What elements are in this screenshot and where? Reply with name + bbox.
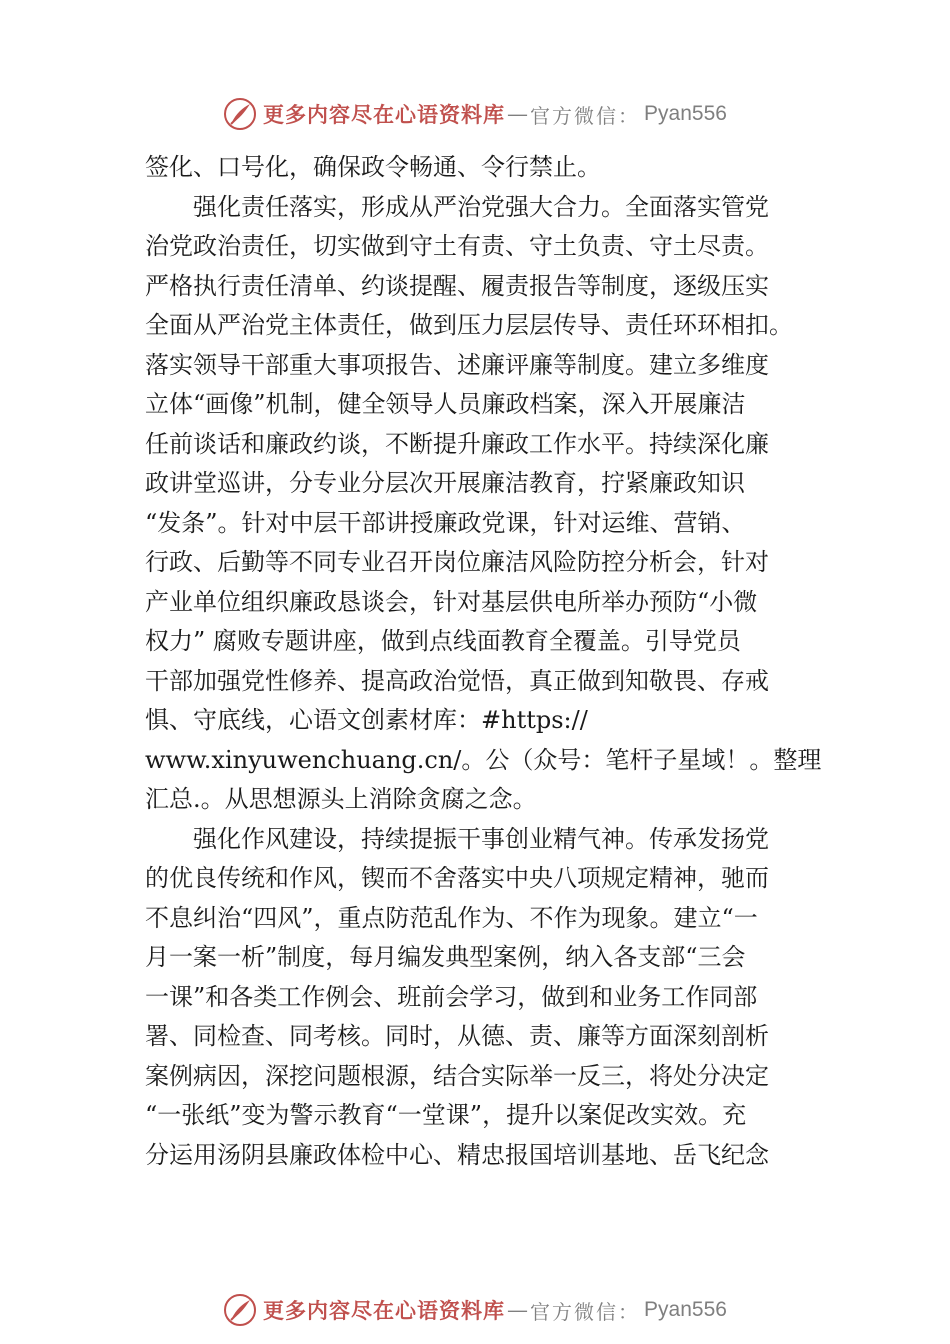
footer-dash: — (507, 1298, 529, 1322)
header-brand-text: 更多内容尽在心语资料库 (263, 102, 506, 127)
text-line: 不息纠治“四风”，重点防范乱作为、不作为现象。建立“一 (145, 903, 758, 932)
text-line: 署、同检查、同考核。同时，从德、责、廉等方面深刻剖析 (145, 1022, 769, 1050)
text-line: 落实领导干部重大事项报告、述廉评廉等制度。建立多维度 (145, 350, 769, 379)
footer-banner (0, 1290, 950, 1330)
text-line: 产业单位组织廉政恳谈会，针对基层供电所举办预防“小微 (145, 587, 758, 616)
text-line: 汇总.。从思想源头上消除贪腐之念。 (145, 785, 537, 813)
text-line: 治党政治责任，切实做到守土有责、守土负责、守土尽责。 (145, 232, 769, 260)
header-banner (0, 94, 950, 134)
quill-logo-icon (223, 97, 257, 131)
text-line: 行政、后勤等不同专业召开岗位廉洁风险防控分析会，针对 (145, 548, 769, 576)
text-line: 的优良传统和作风，锲而不舍落实中央八项规定精神，驰而 (145, 864, 769, 892)
quill-logo-icon (223, 1293, 257, 1327)
text-line: 立体“画像”机制，健全领导人员廉政档案，深入开展廉洁 (145, 390, 746, 418)
text-line: 全面从严治党主体责任，做到压力层层传导、责任环环相扣。 (145, 311, 793, 339)
text-line: 惧、守底线，心语文创素材库：#https:// (145, 706, 588, 734)
text-line: 强化责任落实，形成从严治党强大合力。全面落实管党 (145, 192, 769, 221)
text-line: 一课”和各类工作例会、班前会学习，做到和业务工作同部 (145, 982, 758, 1011)
text-line: 政讲堂巡讲，分专业分层次开展廉洁教育，拧紧廉政知识 (145, 469, 745, 497)
text-line: 分运用汤阴县廉政体检中心、精忠报国培训基地、岳飞纪念 (145, 1140, 769, 1169)
text-line: “发条”。针对中层干部讲授廉政党课，针对运维、营销、 (145, 508, 746, 537)
text-line: 月一案一析”制度，每月编发典型案例，纳入各支部“三会 (145, 943, 746, 971)
document-body (145, 148, 825, 1175)
header-wechat-label: 官方微信： (530, 103, 641, 128)
text-line: “一张纸”变为警示教育“一堂课”，提升以案促改实效。充 (145, 1101, 747, 1129)
header-wechat-id: Pyan556 (644, 102, 727, 125)
text-line: 案例病因，深挖问题根源，结合实际举一反三，将处分决定 (145, 1061, 769, 1090)
text-line: 强化作风建设，持续提振干事创业精气神。传承发扬党 (145, 824, 769, 853)
footer-wechat-label: 官方微信： (530, 1299, 641, 1324)
footer-wechat-id: Pyan556 (644, 1298, 727, 1321)
text-line: 干部加强党性修养、提高政治觉悟，真正做到知敬畏、存戒 (145, 666, 769, 695)
text-line: www.xinyuwenchuang.cn/。公（众号：笔杆子星域！。整理 (145, 745, 822, 774)
text-line: 签化、口号化，确保政令畅通、令行禁止。 (145, 153, 601, 181)
text-line: 权力” 腐败专题讲座，做到点线面教育全覆盖。引导党员 (145, 627, 741, 655)
text-line: 任前谈话和廉政约谈，不断提升廉政工作水平。持续深化廉 (145, 429, 769, 458)
header-dash: — (507, 102, 529, 126)
footer-brand-text: 更多内容尽在心语资料库 (263, 1298, 506, 1323)
text-line: 严格执行责任清单、约谈提醒、履责报告等制度，逐级压实 (145, 271, 769, 300)
